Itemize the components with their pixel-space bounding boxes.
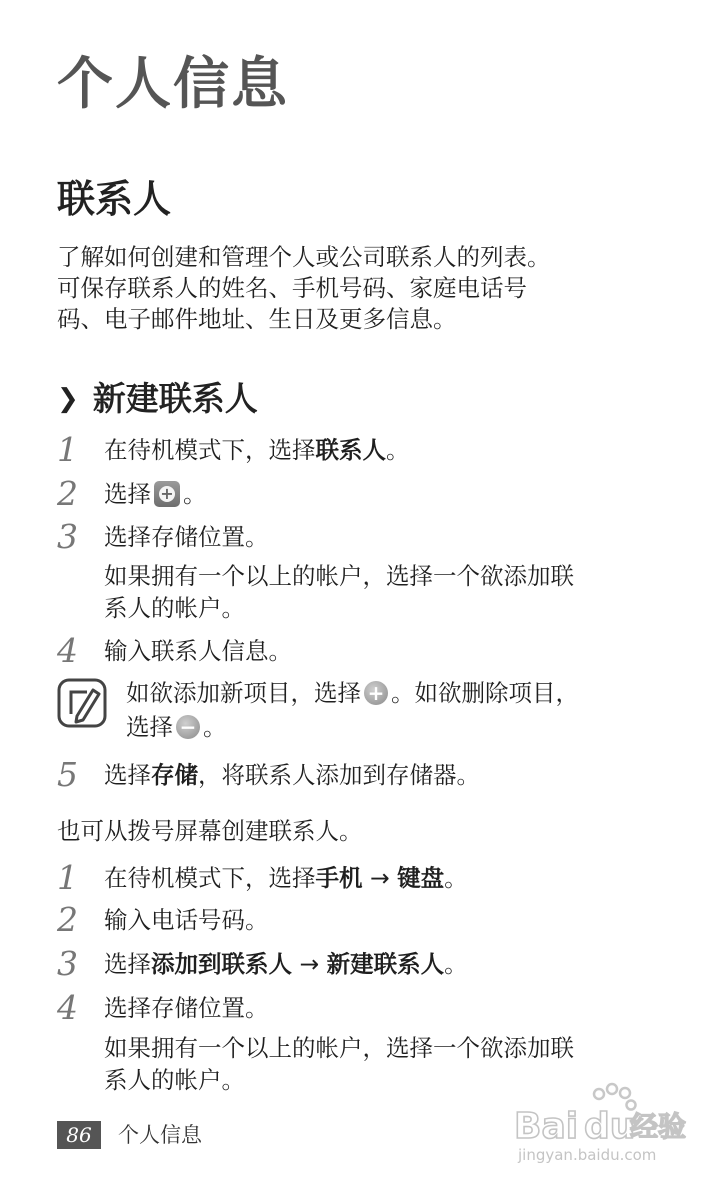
step-number: 2 [57,900,78,939]
step-text: 输入联系人信息。 [104,637,292,665]
step-number: 2 [57,474,78,513]
add-square-icon [154,481,180,507]
intro-line: 了解如何创建和管理个人或公司联系人的列表。 [57,243,551,271]
step-subtext-line: 系人的帐户。 [104,594,245,622]
plus-circle-icon [364,681,388,705]
step-subtext [104,560,684,624]
step-text-part: ，将联系人添加到存储器。 [198,761,480,789]
watermark-url: jingyan.baidu.com [518,1146,657,1164]
step-keyword: 键盘 [397,864,445,892]
step-keyword: 存储 [151,761,198,789]
step-text-part: 。 [444,864,468,892]
step-subtext-line: 如果拥有一个以上的帐户，选择一个欲添加联 [104,562,574,590]
note-pen-icon [57,678,107,728]
step-text [104,860,684,896]
watermark-brand-2: du [584,1106,636,1147]
minus-circle-icon [176,715,200,739]
step-number: 5 [57,755,78,794]
step-text: 选择存储位置。 [104,523,269,551]
note-line [126,676,686,710]
intro-line: 可保存联系人的姓名、手机号码、家庭电话号 [57,274,527,302]
step-number: 4 [57,988,78,1027]
step-keyword: 手机 [315,864,363,892]
step-text-part: 。 [183,480,207,508]
step-text [104,757,684,793]
step-text-part: 。 [386,436,410,464]
step-text-part: 选择 [104,761,151,789]
note-text [126,676,686,744]
step-text-part: 。 [444,950,468,978]
intro-line: 码、电子邮件地址、生日及更多信息。 [57,305,457,333]
body-paragraph: 也可从拨号屏幕创建联系人。 [57,817,363,845]
step-text: 选择存储位置。 [104,994,269,1022]
baidu-watermark-logo [512,1080,702,1170]
step-number: 1 [57,858,78,897]
step-keyword: 新建联系人 [326,950,445,978]
step-text-part: 选择 [104,480,151,508]
page-title: 个人信息 [57,52,289,117]
step-text-part: 在待机模式下，选择 [104,864,316,892]
note-text-part: 选择 [126,713,173,741]
step-text-part: 在待机模式下，选择 [104,436,316,464]
watermark-brand-cn: 经验 [630,1110,687,1143]
step-text [104,946,684,982]
chevron-right-icon: ❯ [57,384,79,414]
step-text-part: 选择 [104,950,151,978]
step-number: 3 [57,944,78,983]
subsection-heading [57,375,258,423]
page-number: 86 [57,1121,101,1149]
watermark-brand: Bai [514,1106,579,1147]
footer-label: 个人信息 [118,1123,202,1147]
step-text [104,476,684,512]
note-text-part: 。 [203,713,227,741]
step-keyword: 添加到联系人 [151,950,292,978]
minus-glyph: − [179,715,197,739]
note-line [126,710,686,744]
step-number: 4 [57,631,78,670]
step-text: 输入电话号码。 [104,906,269,934]
arrow-right-icon: → [292,950,327,978]
note-text-part: 如欲添加新项目，选择 [126,679,361,707]
section-heading: 联系人 [57,177,172,221]
plus-glyph: + [367,681,385,705]
step-number: 1 [57,430,78,469]
step-text [104,432,684,468]
step-subtext-line: 系人的帐户。 [104,1066,245,1094]
subsection-heading-text: 新建联系人 [92,379,258,418]
section-intro [57,242,697,335]
step-keyword: 联系人 [315,436,386,464]
step-subtext-line: 如果拥有一个以上的帐户，选择一个欲添加联 [104,1034,574,1062]
arrow-right-icon: → [362,864,398,892]
note-text-part: 。如欲删除项目， [391,679,579,707]
step-number: 3 [57,517,78,556]
